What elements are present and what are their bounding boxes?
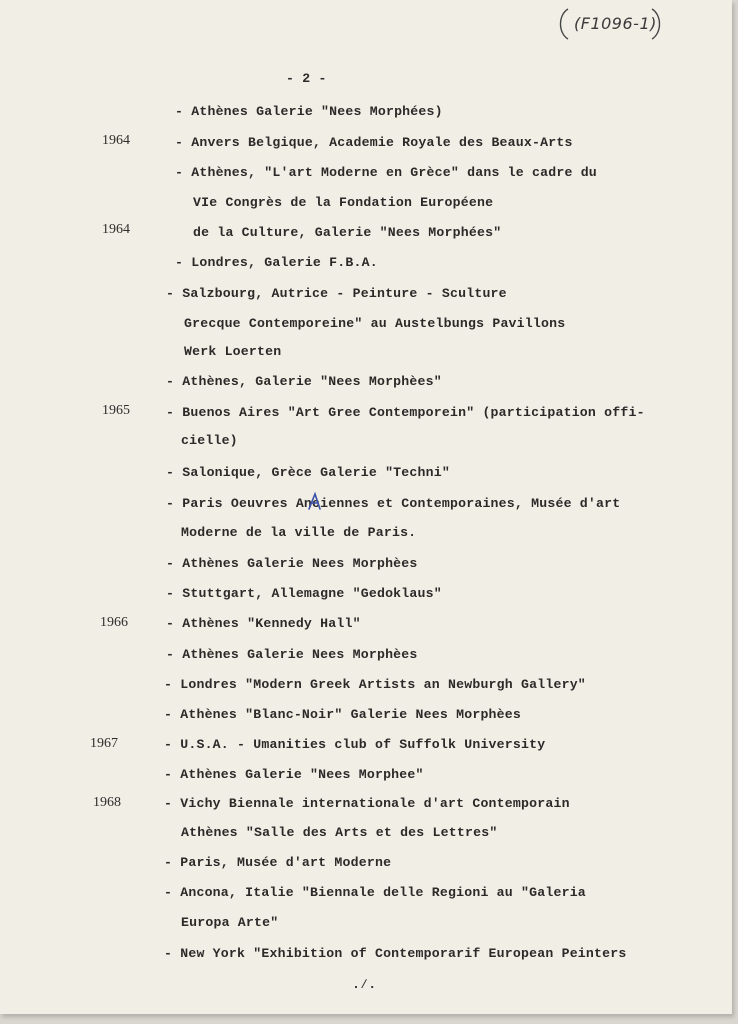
exhibition-entry: - Athènes Galerie Nees Morphèes (166, 647, 418, 662)
archive-reference-text: (F1096-1) (574, 14, 657, 33)
exhibition-entry: - Athènes Galerie "Nees Morphées) (175, 104, 443, 119)
exhibition-entry: - Ancona, Italie "Biennale delle Regioni au "Galeria (164, 885, 586, 900)
exhibition-entry-continuation: VIe Congrès de la Fondation Européene (193, 195, 494, 210)
exhibition-entry: - Paris Oeuvres Anciennes et Contemporaines, Musée d'art (166, 496, 621, 511)
year-label: 1964 (102, 133, 130, 148)
exhibition-entry-continuation: Athènes "Salle des Arts et des Lettres" (181, 825, 498, 840)
year-label: 1965 (102, 403, 130, 418)
continued-mark: .∕. (352, 977, 377, 992)
exhibition-entry: - New York "Exhibition of Contemporarif European Peinters (164, 946, 627, 961)
exhibition-entry: - Stuttgart, Allemagne "Gedoklaus" (166, 586, 442, 601)
exhibition-entry: - Athènes, Galerie "Nees Morphèes" (166, 374, 442, 389)
exhibition-entry: - Vichy Biennale internationale d'art Contemporain (164, 796, 570, 811)
exhibition-entry: - Salonique, Grèce Galerie "Techni" (166, 465, 450, 480)
exhibition-entry: - Athènes, "L'art Moderne en Grèce" dans le cadre du (175, 165, 597, 180)
exhibition-entry: - Paris, Musée d'art Moderne (164, 855, 392, 870)
page-number: - 2 - (286, 71, 327, 86)
year-label: 1967 (90, 736, 118, 751)
exhibition-entry-continuation: Moderne de la ville de Paris. (181, 525, 417, 540)
exhibition-entry: - Athènes Galerie "Nees Morphee" (164, 767, 424, 782)
archive-reference-annotation (556, 5, 664, 43)
exhibition-entry-continuation: Werk Loerten (184, 344, 282, 359)
exhibition-entry-continuation: Europa Arte" (181, 915, 279, 930)
year-label: 1964 (102, 222, 130, 237)
year-label: 1968 (93, 795, 121, 810)
exhibition-entry: - Anvers Belgique, Academie Royale des Beaux-Arts (175, 135, 573, 150)
exhibition-entry: - Athènes "Blanc-Noir" Galerie Nees Morphèes (164, 707, 522, 722)
exhibition-entry: - Athènes "Kennedy Hall" (166, 616, 361, 631)
exhibition-entry: - Athènes Galerie Nees Morphèes (166, 556, 418, 571)
exhibition-entry-continuation: Grecque Contemporeine" au Austelbungs Pavillons (184, 316, 566, 331)
exhibition-entry: - Londres, Galerie F.B.A. (175, 255, 378, 270)
year-label: 1966 (100, 615, 128, 630)
exhibition-entry-continuation: cielle) (181, 433, 238, 448)
ink-correction-icon (306, 491, 324, 513)
exhibition-entry: - Buenos Aires "Art Gree Contemporein" (participation offi- (166, 405, 645, 420)
exhibition-entry: - Salzbourg, Autrice - Peinture - Sculture (166, 286, 507, 301)
exhibition-entry: - U.S.A. - Umanities club of Suffolk University (164, 737, 546, 752)
exhibition-entry-continuation: de la Culture, Galerie "Nees Morphées" (193, 225, 502, 240)
exhibition-entry: - Londres "Modern Greek Artists an Newburgh Gallery" (164, 677, 586, 692)
